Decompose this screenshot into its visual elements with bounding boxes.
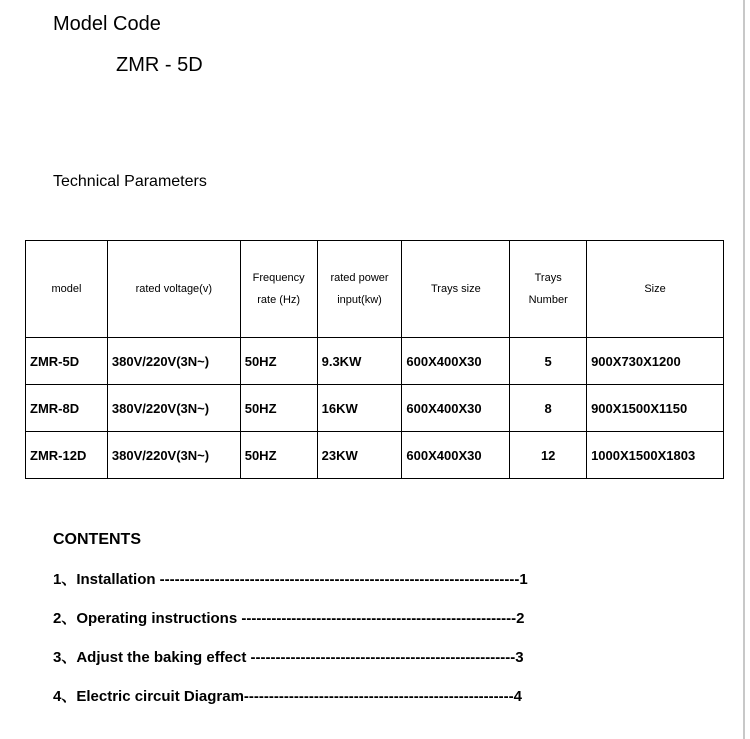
cell-trays-number: 8 (510, 385, 587, 432)
technical-parameters-table (25, 240, 724, 479)
cell-model: ZMR-12D (26, 432, 108, 479)
model-code-heading: Model Code (53, 13, 161, 35)
cell-trays-number: 12 (510, 432, 587, 479)
technical-parameters-heading: Technical Parameters (53, 173, 207, 190)
contents-item-adjust-baking-effect: 3、Adjust the baking effect -----------------------------------------------------3 (53, 649, 524, 666)
header-cell-trays-number: Trays Number (510, 241, 587, 338)
cell-trays-size: 600X400X30 (402, 432, 510, 479)
cell-rated-voltage: 380V/220V(3N~) (107, 432, 240, 479)
cell-size: 900X1500X1150 (587, 385, 724, 432)
contents-item-electric-circuit-diagram: 4、Electric circuit Diagram------------------------------------------------------4 (53, 688, 522, 705)
cell-rated-power: 16KW (317, 385, 402, 432)
header-cell-rated-power: rated power input(kw) (317, 241, 402, 338)
cell-rated-power: 23KW (317, 432, 402, 479)
cell-model: ZMR-5D (26, 338, 108, 385)
cell-trays-size: 600X400X30 (402, 338, 510, 385)
cell-model: ZMR-8D (26, 385, 108, 432)
cell-size: 900X730X1200 (587, 338, 724, 385)
cell-trays-number: 5 (510, 338, 587, 385)
cell-rated-voltage: 380V/220V(3N~) (107, 338, 240, 385)
contents-item-installation: 1、Installation ------------------------------------------------------------------------1 (53, 571, 528, 588)
cell-size: 1000X1500X1803 (587, 432, 724, 479)
cell-rated-voltage: 380V/220V(3N~) (107, 385, 240, 432)
cell-frequency: 50HZ (240, 385, 317, 432)
header-cell-size: Size (587, 241, 724, 338)
contents-heading: CONTENTS (53, 531, 141, 548)
table-row (26, 338, 724, 385)
model-code-value: ZMR - 5D (116, 54, 203, 76)
header-cell-rated-voltage: rated voltage(v) (107, 241, 240, 338)
cell-trays-size: 600X400X30 (402, 385, 510, 432)
table-row (26, 385, 724, 432)
header-cell-model: model (26, 241, 108, 338)
contents-list (53, 570, 528, 726)
table-header-row (26, 241, 724, 338)
cell-frequency: 50HZ (240, 338, 317, 385)
table-row (26, 432, 724, 479)
header-cell-trays-size: Trays size (402, 241, 510, 338)
cell-rated-power: 9.3KW (317, 338, 402, 385)
contents-item-operating-instructions: 2、Operating instructions -------------------------------------------------------2 (53, 610, 525, 627)
cell-frequency: 50HZ (240, 432, 317, 479)
header-cell-frequency: Frequency rate (Hz) (240, 241, 317, 338)
